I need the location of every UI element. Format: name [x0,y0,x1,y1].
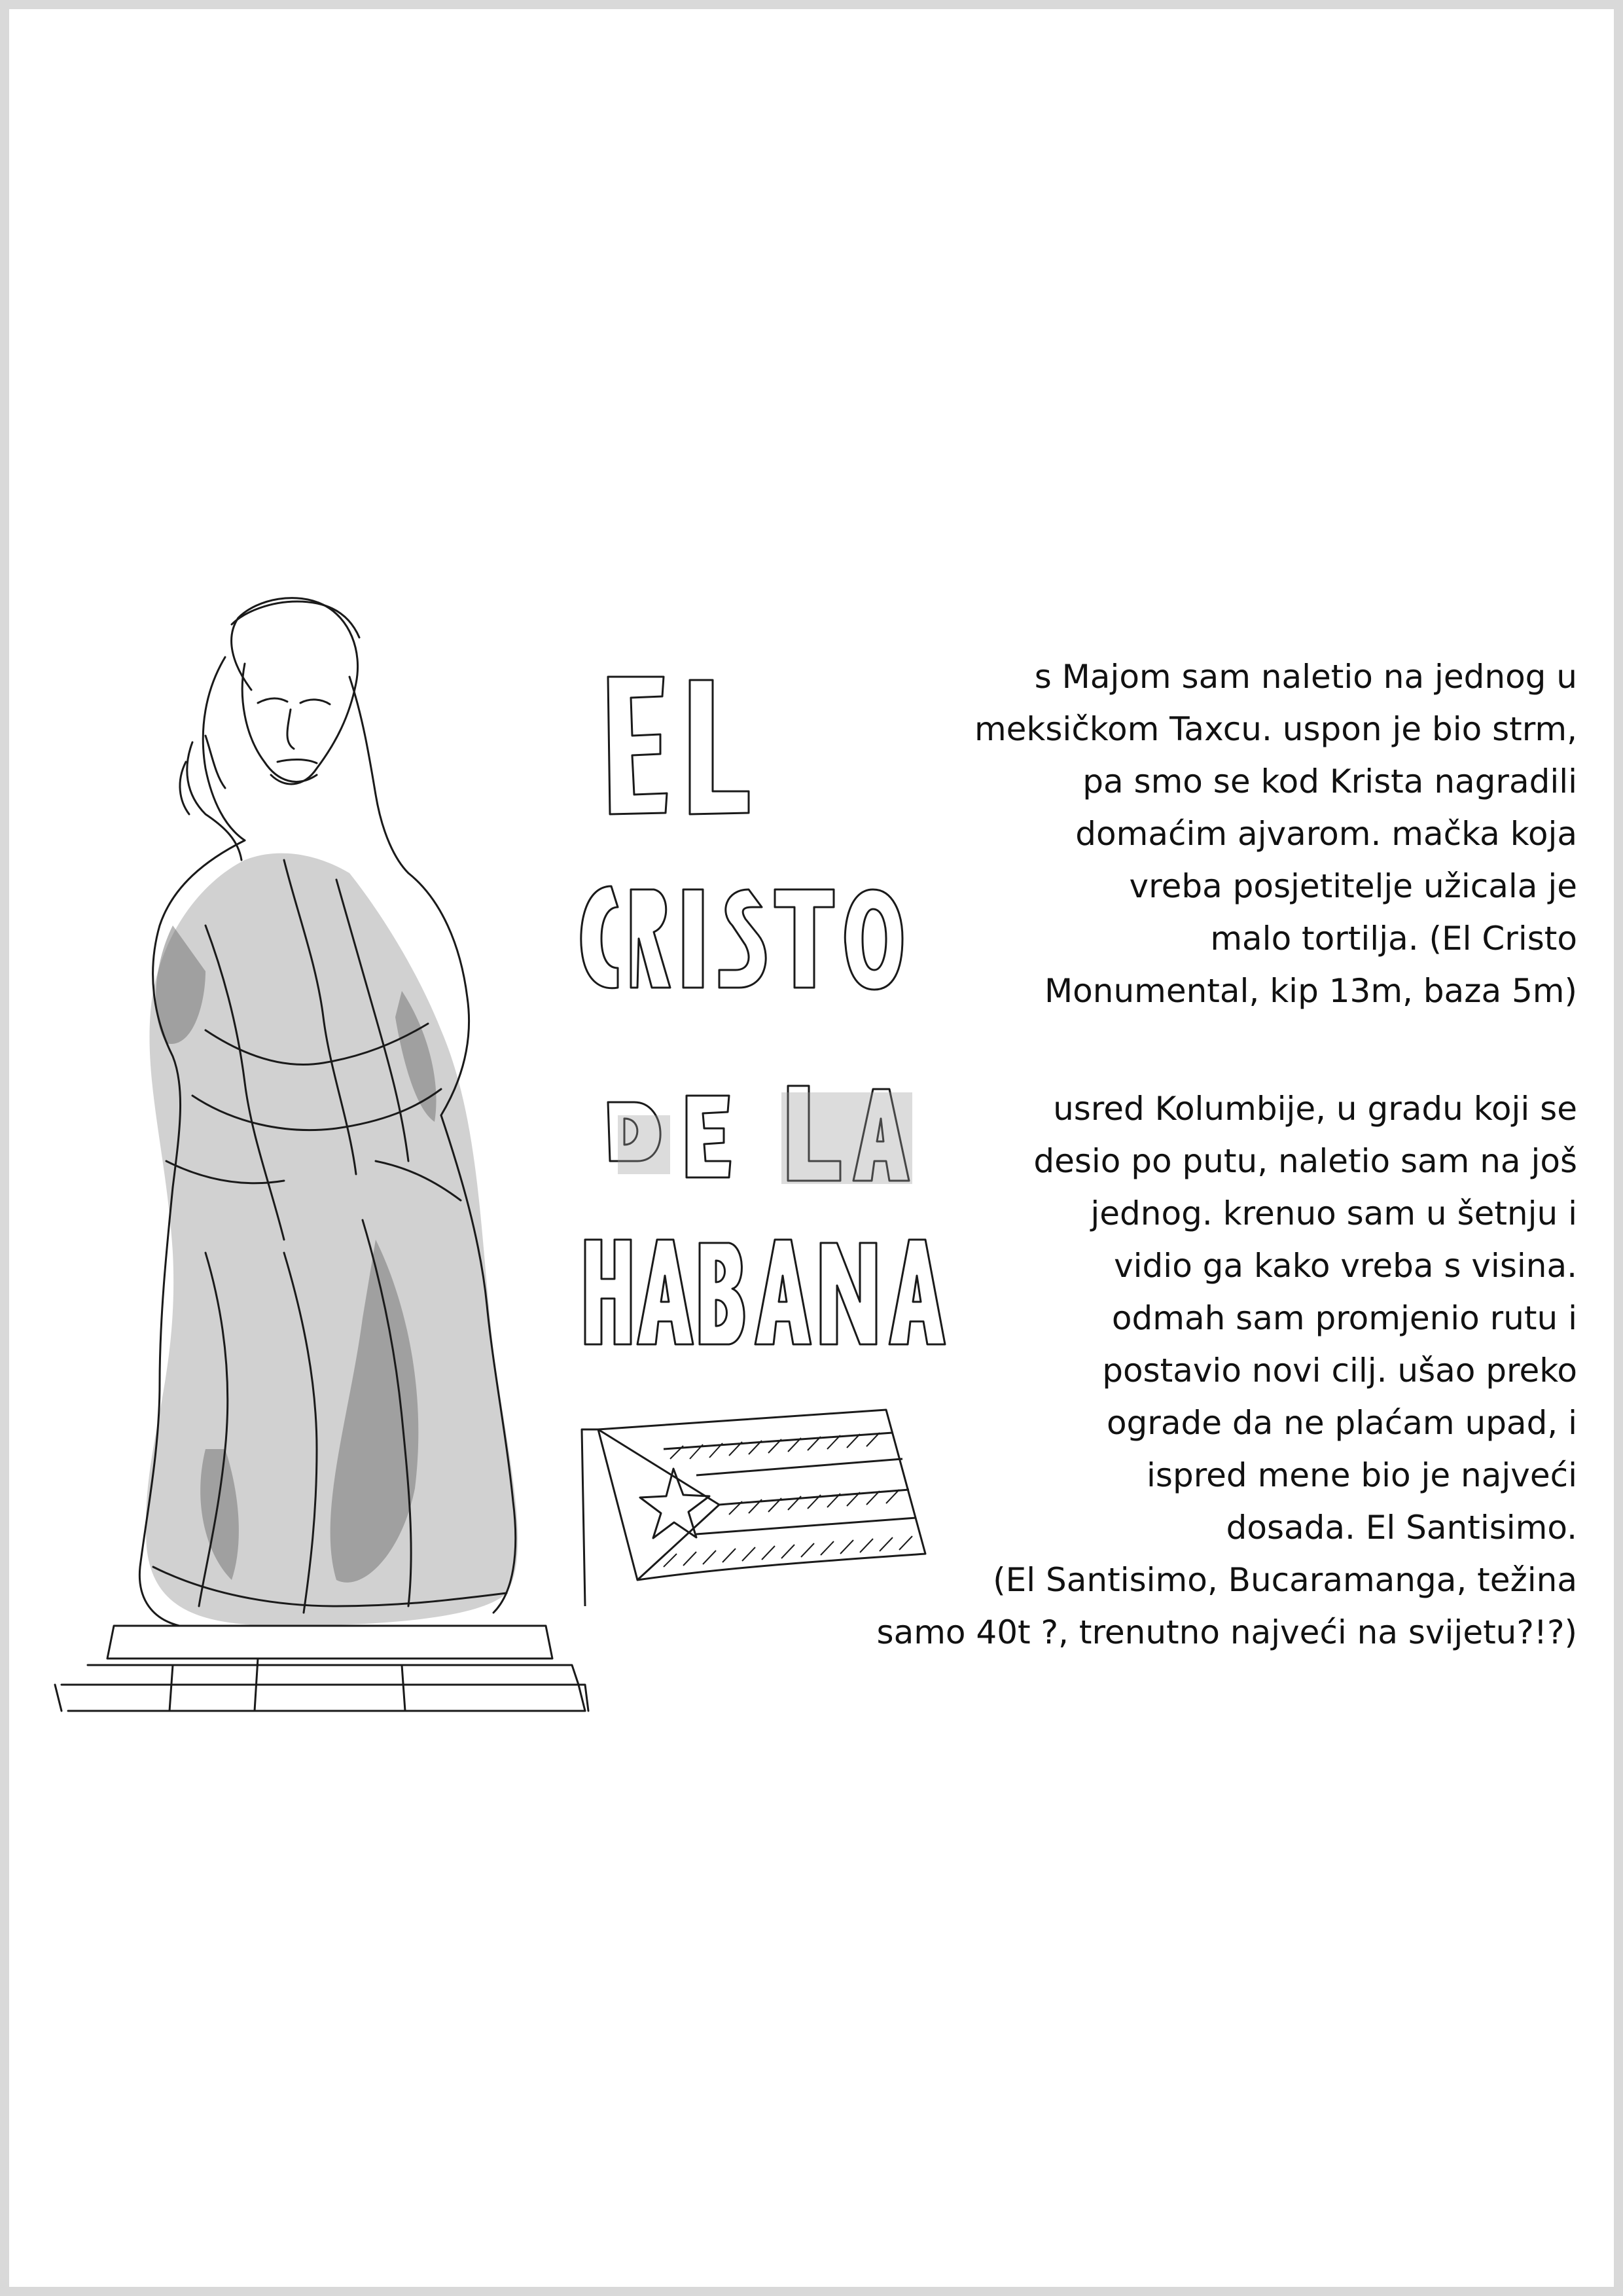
paragraph-line: s Majom sam naletio na jednog u [1034,658,1577,696]
paragraph-line: usred Kolumbije, u gradu koji se [1053,1090,1577,1128]
paragraph-line: pa smo se kod Krista nagradili [1082,762,1577,800]
christ-statue-drawing [55,598,588,1711]
paragraph-line: ispred mene bio je najveći [1147,1456,1577,1494]
page [9,9,1614,2287]
paragraph-line: meksičkom Taxcu. uspon je bio strm, [974,710,1577,748]
paragraph-line: Monumental, kip 13m, baza 5m) [1044,972,1577,1010]
paragraph-line: postavio novi cilj. ušao preko [1102,1352,1577,1390]
paragraph-line: jednog. krenuo sam u šetnju i [1090,1194,1577,1232]
paragraph-line: (El Santisimo, Bucaramanga, težina [993,1561,1577,1599]
paragraph-line: vreba posjetitelje užicala je [1129,867,1577,905]
story-paragraph-taxco [792,651,1577,1017]
paragraph-line: desio po putu, naletio sam na još [1033,1142,1577,1180]
paragraph-line: vidio ga kako vreba s visina. [1114,1247,1577,1285]
paragraph-line: samo 40t ?, trenutno najveći na svijetu?!?) [876,1613,1577,1651]
paragraph-line: odmah sam promjenio rutu i [1111,1299,1577,1337]
paragraph-line: dosada. El Santisimo. [1226,1509,1577,1547]
story-paragraph-bucaramanga [726,1083,1577,1659]
paragraph-line: domaćim ajvarom. mačka koja [1075,815,1577,853]
paragraph-line: ograde da ne plaćam upad, i [1106,1404,1577,1442]
paragraph-line: malo tortilja. (El Cristo [1210,920,1577,958]
